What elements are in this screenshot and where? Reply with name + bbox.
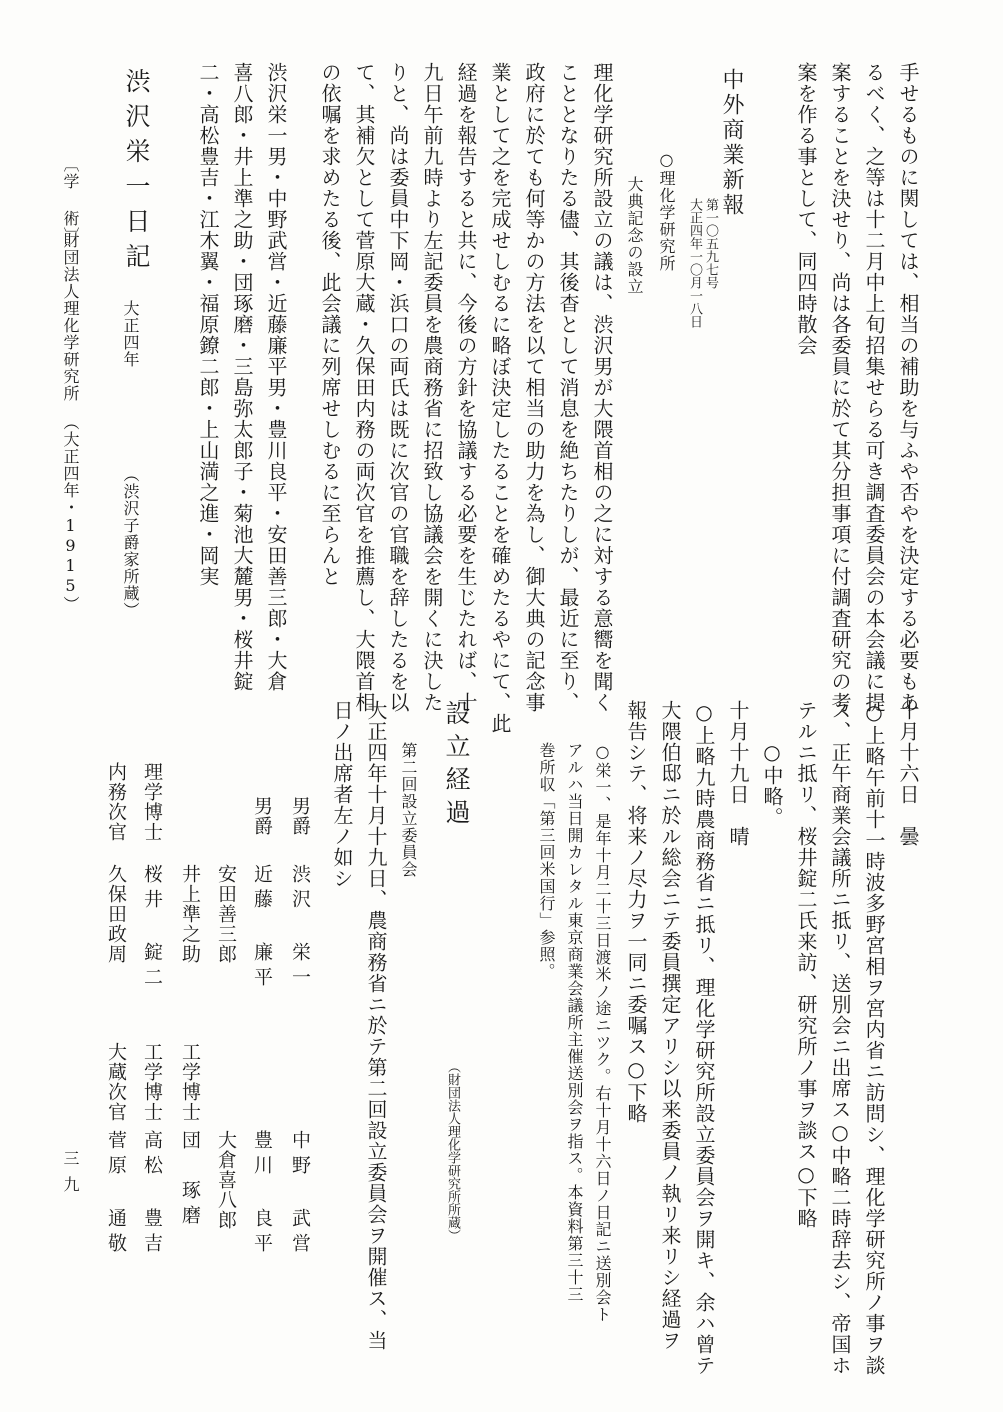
article-line-9: の依嘱を求めたる後、此会議に列席せしむるに至らんと [318,62,342,587]
newspaper-issue: 第一〇五九七号 [703,198,718,289]
attendee-title2-5: 工学博士 [141,1042,163,1122]
committee-line-2: 日ノ出席者左ノ如シ [330,700,354,889]
article-line-12: 二・高松豊吉・江木翼・福原鐐二郎・上山満之進・岡実 [196,62,220,587]
continuation-line-3: 案することを決せり、尚は各委員に於て其分担事項に付調査研究の考 [828,62,852,713]
diary-entry-7: ○上略九時農商務省ニ抵リ、理化学研究所設立委員会ヲ開キ、余ハ曾テ [692,700,716,1376]
headline-2: 大典記念の設立 [625,176,644,295]
attendee-name2-1: 中野 武営 [289,1130,311,1258]
committee-line-1: 大正四年十月十九日、農商務省ニ於テ第二回設立委員会ヲ開催ス、当 [364,700,388,1351]
diary-entry-2: ○上略午前十一時波多野宮相ヲ宮内省ニ訪問シ、理化学研究所ノ事ヲ談 [862,700,886,1376]
page-number: 三九 [61,1150,80,1202]
diary-entry-3: ス、正午商業会議所ニ抵リ、送別会ニ出席ス○中略二時辞去シ、帝国ホ [828,700,852,1376]
attendee-name2-5: 高松 豊吉 [141,1130,163,1258]
article-line-3: 政府に於ても何等かの方法を以て相当の助力を為し、御大典の記念事 [522,62,546,713]
article-line-6: 九日午前九時より左記委員を農商務省に招致し協議会を開くに決した [420,62,444,713]
continuation-line-2: るべく、之等は十二月中上旬招集せらる可き調査委員会の本会議に提 [862,62,886,713]
section-title: 設立経過 [442,700,471,832]
diary-note-2: アルハ当日開カレタル東京商業会議所主催送別会ヲ指ス。本資料第三十三 [565,742,584,1303]
footer-section: 〔学 術〕 [61,156,80,244]
attendee-title2-6: 大蔵次官 [105,1042,127,1122]
diary-entry-8: 大隈伯邸ニ於ル総会ニテ委員撰定アリシ以来委員ノ執リ来リシ経過ヲ [658,700,682,1351]
attendee-name2-3: 大倉喜八郎 [215,1130,237,1230]
attendee-name-4: 井上準之助 [179,864,201,964]
article-line-11: 喜八郎・井上準之助・団琢磨・三島弥太郎子・菊池大麓男・桜井錠 [230,62,254,692]
newspaper-date: 大正四年一〇月一八日 [687,198,702,328]
attendee-title-2: 男爵 [251,796,273,836]
attendee-name2-4: 団 琢磨 [179,1130,201,1230]
attendee-name-1: 渋沢 栄一 [289,864,311,992]
continuation-line-4: 案を作る事として、同四時散会 [794,62,818,356]
diary-title: 渋沢栄一日記 [122,68,151,278]
article-line-10: 渋沢栄一男・中野武営・近藤廉平男・豊川良平・安田善三郎・大倉 [264,62,288,692]
article-line-8: て、其補欠として菅原大蔵・久保田内務の両次官を推薦し、大隈首相 [352,62,376,713]
attendee-name2-6: 菅原 通敬 [105,1130,127,1258]
attendee-name-6: 久保田政周 [105,864,127,964]
attendee-title2-4: 工学博士 [179,1042,201,1122]
attendee-title-1: 男爵 [289,796,311,836]
article-line-7: りと、尚は委員中下岡・浜口の両氏は既に次官の官職を辞したるを以 [386,62,410,713]
attendee-name2-2: 豊川 良平 [251,1130,273,1258]
footer-year: （大正四年・1915） [61,414,80,613]
section-source: （財団法人理化学研究所所蔵） [445,1060,460,1242]
attendee-name-3: 安田善三郎 [215,864,237,964]
diary-year: 大正四年 [121,300,140,368]
committee-title: 第二回設立委員会 [399,742,418,878]
diary-source: （渋沢子爵家所蔵） [121,466,140,619]
diary-entry-9: 報告シテ、将来ノ尽力ヲ一同ニ委嘱ス○下略 [624,700,648,1124]
headline-1: ○理化学研究所 [657,150,676,272]
diary-entry-4: テルニ抵リ、桜井錠二氏来訪、研究所ノ事ヲ談ス○下略 [794,700,818,1229]
continuation-line-1: 手せるものに関しては、相当の補助を与ふや否やを決定する必要もあ [896,62,920,713]
attendee-title-5: 理学博士 [141,762,163,842]
diary-entry-1: 十月十六日 曇 [896,700,920,847]
article-line-4: 業として之を完成せしむるに略ぼ決定したることを確めたるやにて、此 [488,62,512,734]
attendee-title-6: 内務次官 [105,762,127,842]
article-line-5: 経過を報告すると共に、今後の方針を協議する必要を生じたれば、十 [454,62,478,713]
diary-note-1: ○栄一、是年十月二十三日渡米ノ途ニツク。右十月十六日ノ日記ニ送別会ト [593,742,612,1323]
article-line-2: こととなりたる儘、其後杳として消息を絶ちたりしが、最近に至り、 [556,62,580,713]
footer-org: 財団法人理化学研究所 [61,232,80,402]
diary-entry-5: ○中略。 [760,740,784,828]
diary-entry-6: 十月十九日 晴 [726,700,750,847]
article-line-1: 理化学研究所設立の議は、渋沢男が大隈首相の之に対する意嚮を聞く [590,62,614,713]
diary-note-3: 巻所収「第三回米国行」参照。 [537,742,556,980]
attendee-name-5: 桜井 錠二 [141,864,163,992]
newspaper-name: 中外商業新報 [719,68,744,218]
attendee-name-2: 近藤 廉平 [251,864,273,992]
